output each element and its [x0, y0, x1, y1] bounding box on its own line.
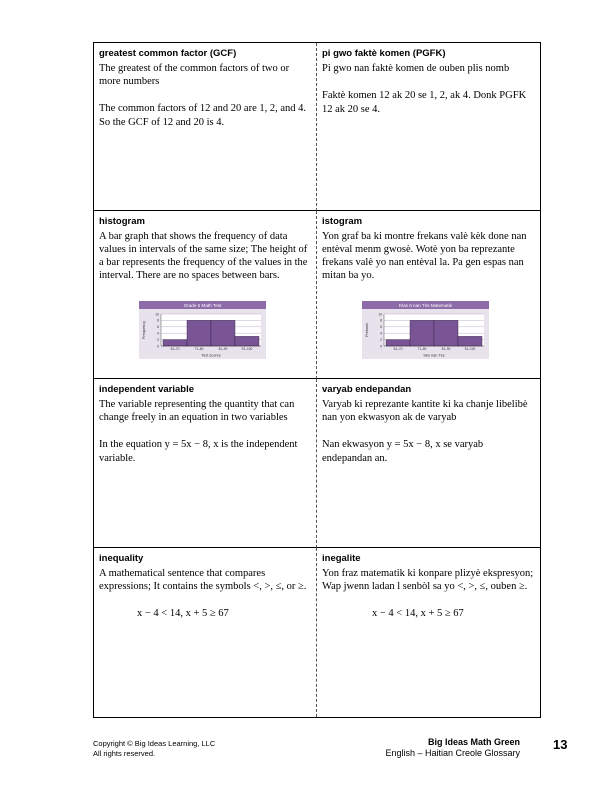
definition-text: Yon graf ba ki montre frekans valè kèk done nan entèval menm gwosè. Wotè yon ba reprezante frekans valè yo nan entèval la. Pa gen espas nan mitan ba yo. — [322, 231, 527, 281]
histogram-bar — [434, 320, 458, 346]
y-tick-label: 6 — [157, 325, 159, 330]
y-tick-label: 10 — [378, 312, 382, 317]
histogram-chart — [139, 301, 266, 359]
histogram-bar — [187, 320, 211, 346]
y-tick-label: 2 — [380, 337, 382, 342]
histogram-bar — [211, 320, 235, 346]
x-tick-label: 81–90 — [441, 347, 451, 351]
glossary-subtitle: English – Haitian Creole Glossary — [385, 748, 520, 758]
y-tick-label: 6 — [380, 325, 382, 330]
term-heading: inequality — [99, 553, 144, 564]
example-text: The common factors of 12 and 20 are 1, 2, and 4. So the GCF of 12 and 20 is 4. — [99, 103, 307, 128]
x-tick-label: 61–70 — [170, 347, 180, 351]
y-tick-label: 4 — [157, 331, 159, 336]
example-text: Nan ekwasyon y = 5x − 8, x se varyab endepandan an. — [322, 439, 484, 464]
term-heading: pi gwo faktè komen (PGFK) — [322, 48, 446, 59]
y-axis-label: Frequency — [142, 321, 146, 339]
y-tick-label: 4 — [380, 331, 382, 336]
term-heading: varyab endepandan — [322, 384, 412, 395]
glossary-cell-ht-inequality — [317, 548, 540, 717]
term-heading: inegalite — [322, 553, 361, 564]
term-heading: independent variable — [99, 384, 195, 395]
copyright-footer — [93, 739, 215, 759]
glossary-cell-ht-gcf — [317, 43, 540, 211]
chart-title: Klas 6 nan Tès Matematik — [398, 303, 453, 308]
histogram-bar — [410, 320, 434, 346]
x-tick-label: 91–100 — [241, 347, 253, 351]
book-title: Big Ideas Math Green — [427, 737, 520, 747]
definition-text: Varyab ki reprezante kantite ki ka chanje libelibè nan yon ekwasyon ak de varyab — [322, 399, 528, 423]
x-tick-label: 71–80 — [194, 347, 204, 351]
histogram-bar — [235, 336, 259, 346]
y-tick-label: 8 — [157, 318, 159, 323]
y-tick-label: 0 — [157, 344, 159, 349]
definition-text: A mathematical sentence that compares expressions; It contains the symbols <, >, ≤, or ≥. — [99, 568, 307, 592]
rights-text: All rights reserved. — [93, 749, 156, 758]
histogram-bar — [458, 336, 482, 346]
x-tick-label: 71–80 — [417, 347, 427, 351]
glossary-cell-en-independent-variable — [94, 379, 317, 548]
glossary-cell-en-inequality — [94, 548, 317, 717]
x-tick-label: 91–100 — [464, 347, 476, 351]
example-text: Faktè komen 12 ak 20 se 1, 2, ak 4. Donk PGFK 12 ak 20 se 4. — [322, 90, 527, 115]
chart-title: Grade 6 Math Test — [183, 303, 222, 308]
histogram-bar — [163, 340, 187, 346]
glossary-cell-ht-independent-variable — [317, 379, 540, 548]
glossary-cell-en-gcf — [94, 43, 317, 211]
y-tick-label: 2 — [157, 337, 159, 342]
x-axis-label: Test scores — [201, 353, 221, 358]
glossary-table — [93, 42, 541, 718]
page-number: 13 — [553, 737, 568, 752]
book-footer — [385, 737, 520, 759]
definition-text: A bar graph that shows the frequency of data values in intervals of the same size; The height of a bar represents the frequency of the values in the interval. There are no spaces between bars. — [99, 231, 308, 281]
definition-text: Pi gwo nan faktè komen de ouben plis nomb — [322, 63, 510, 74]
y-tick-label: 8 — [380, 318, 382, 323]
glossary-cell-ht-histogram — [317, 211, 540, 379]
histogram-chart — [362, 301, 489, 359]
term-heading: greatest common factor (GCF) — [99, 48, 237, 59]
y-tick-label: 0 — [380, 344, 382, 349]
copyright-text: Copyright © Big Ideas Learning, LLC — [93, 739, 216, 748]
glossary-cell-en-histogram — [94, 211, 317, 379]
definition-text: The variable representing the quantity that can change freely in an equation in two variables — [99, 399, 295, 423]
definition-text: The greatest of the common factors of two or more numbers — [99, 63, 290, 87]
y-axis-label: Frekans — [365, 323, 369, 337]
x-tick-label: 81–90 — [218, 347, 228, 351]
definition-text: Yon fraz matematik ki konpare plizyè ekspresyon; Wap jwenn ladan l senbòl sa yo <, >, ≤, ouben ≥. — [322, 568, 534, 592]
x-tick-label: 61–70 — [393, 347, 403, 351]
x-axis-label: Skò nan Tès — [423, 353, 445, 358]
example-text: x − 4 < 14, x + 5 ≥ 67 — [372, 608, 464, 619]
example-text: x − 4 < 14, x + 5 ≥ 67 — [137, 608, 229, 619]
example-text: In the equation y = 5x − 8, x is the independent variable. — [99, 439, 298, 464]
term-heading: istogram — [322, 216, 363, 227]
histogram-bar — [386, 340, 410, 346]
y-tick-label: 10 — [155, 312, 159, 317]
term-heading: histogram — [99, 216, 145, 227]
